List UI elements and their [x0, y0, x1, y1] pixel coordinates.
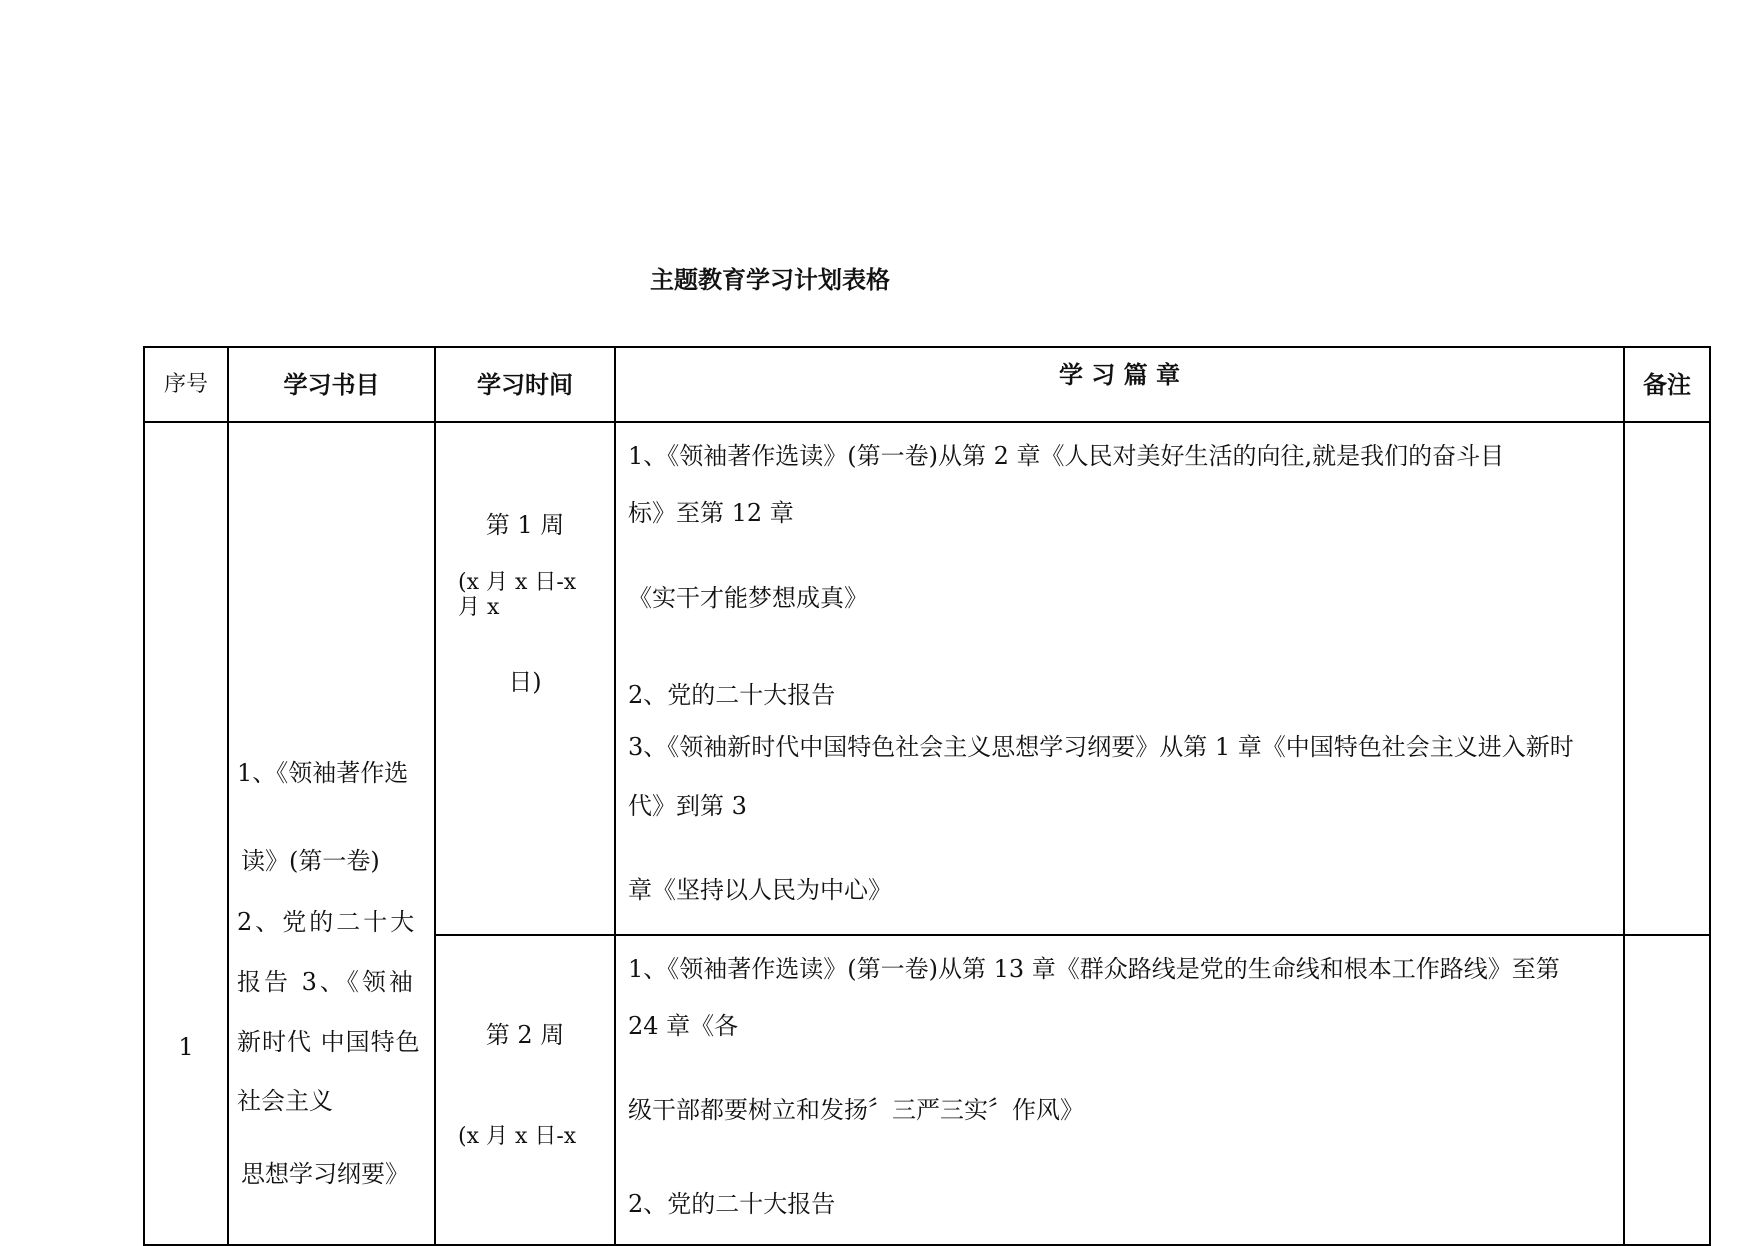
week1-chapters-cell: [628, 423, 1621, 934]
week1-time-cell: [436, 423, 614, 934]
books-line-4: 报告 3、《领袖: [237, 968, 416, 996]
week1-time-line-1: 第 1 周: [485, 511, 565, 539]
books-cell: [237, 346, 432, 1244]
week1-chapter-line-5: 3、《领袖新时代中国特色社会主义思想学习纲要》从第 1 章《中国特色社会主义进入新时: [628, 733, 1574, 761]
header-time: 学习时间: [477, 371, 573, 399]
books-line-7: 思想学习纲要》: [241, 1160, 409, 1188]
week1-time-line-3: 月 x: [458, 595, 500, 620]
study-plan-table: [143, 346, 1711, 1240]
header-books: 学习书目: [283, 371, 380, 399]
header-chapters: 学 习 篇 章: [1058, 361, 1181, 389]
books-line-2: 读》(第一卷): [241, 847, 380, 875]
week2-chapter-line-2: 24 章《各: [628, 1012, 739, 1040]
week2-time-line-1: 第 2 周: [485, 1021, 565, 1049]
row-seq-number: 1: [178, 1033, 194, 1061]
page-title: 主题教育学习计划表格: [650, 266, 890, 294]
table-right-border: [1709, 346, 1711, 1246]
col-divider-seq: [227, 346, 229, 1246]
week2-chapter-line-3: 级干部都要树立和发扬〞三严三实〞作风》: [628, 1096, 1084, 1124]
col-divider-time: [614, 346, 616, 1246]
week1-chapter-line-6: 代》到第 3: [628, 792, 747, 820]
header-notes: 备注: [1643, 371, 1691, 399]
week2-chapters-cell: [628, 936, 1621, 1244]
books-line-5: 新时代 中国特色: [237, 1028, 421, 1056]
table-left-border: [143, 346, 145, 1246]
header-seq: 序号: [163, 372, 208, 397]
books-line-6: 社会主义: [237, 1087, 333, 1115]
week1-chapter-line-1: 1、《领袖著作选读》(第一卷)从第 2 章《人民对美好生活的向往,就是我们的奋斗目: [628, 442, 1505, 470]
week1-time-line-4: 日): [508, 668, 542, 696]
week2-chapter-line-4: 2、党的二十大报告: [628, 1190, 836, 1218]
notes-cell-week2: [1625, 936, 1709, 1244]
week2-chapter-line-1: 1、《领袖著作选读》(第一卷)从第 13 章《群众路线是党的生命线和根本工作路线》至第: [628, 955, 1560, 983]
notes-cell-week1: [1625, 423, 1709, 934]
books-line-3: 2、党的二十大: [237, 908, 418, 936]
week1-chapter-line-7: 章《坚持以人民为中心》: [628, 876, 892, 904]
week1-time-line-2: (x 月 x 日-x: [458, 570, 577, 595]
books-line-1: 1、《领袖著作选: [237, 759, 409, 787]
week2-time-cell: [436, 936, 614, 1244]
week1-chapter-line-2: 标》至第 12 章: [628, 499, 794, 527]
week2-time-line-2: (x 月 x 日-x: [458, 1124, 577, 1149]
week1-chapter-line-4: 2、党的二十大报告: [628, 681, 836, 709]
week1-chapter-line-3: 《实干才能梦想成真》: [628, 584, 868, 612]
